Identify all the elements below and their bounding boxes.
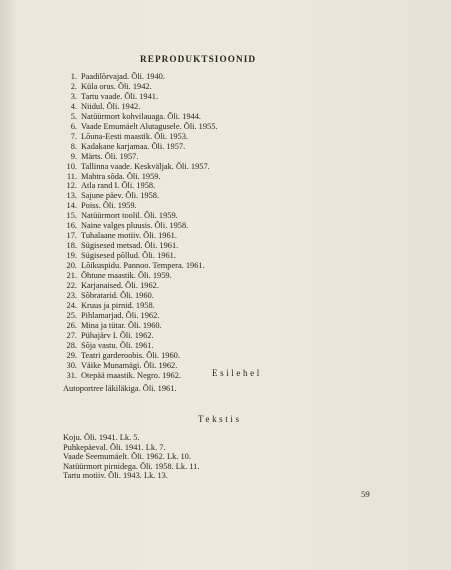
list-item: 23. Sõbratarid. Õli. 1960. [66, 290, 154, 300]
list-item: 20. Lõikuspidu. Pannoo. Tempera. 1961. [66, 261, 205, 271]
list-item: 25. Pihlamarjad. Õli. 1962. [66, 310, 160, 320]
list-item: 3. Tartu vaade. Õli. 1941. [70, 91, 159, 101]
frontispiece-entry: Autoportree läkiläkiga. Õli. 1961. [63, 384, 177, 393]
list-item: 29. Teatri garderoobis. Õli. 1960. [66, 350, 180, 360]
page-number: 59 [361, 489, 370, 499]
list-item: Tartu motiiv. Õli. 1943. Lk. 13. [63, 471, 168, 480]
list-item: 2. Küla orus. Õli. 1942. [70, 81, 152, 91]
list-item: Puhkepäeval. Õli. 1941. Lk. 7. [63, 442, 166, 452]
list-item: 12. Atla rand I. Õli. 1958. [66, 181, 156, 191]
list-item: 14. Poiss. Õli. 1959. [66, 201, 137, 211]
list-item: 22. Karjanaised. Õli. 1962. [66, 281, 159, 291]
list-item: 18. Sügisesed metsad. Õli. 1961. [66, 241, 179, 251]
list-item: Vaade Seemumäelt. Õli. 1962. Lk. 10. [63, 452, 191, 461]
list-item: 19. Sügisesed põllud. Õli. 1961. [66, 251, 176, 261]
list-item: 9. Märts. Õli. 1957. [70, 151, 139, 161]
list-item: 16. Naine valges pluusis. Õli. 1958. [66, 221, 189, 231]
list-item: 24. Kruus ja pirnid. 1958. [66, 300, 155, 310]
list-item: 27. Pühajärv I. Õli. 1962. [66, 330, 154, 340]
list-item: 5. Natüürmort kohvilauaga. Õli. 1944. [70, 111, 202, 121]
list-item: 15. Natüürmort toolil. Õli. 1959. [66, 211, 178, 221]
list-item: 31. Otepää maastik. Negro. 1962. [66, 370, 182, 380]
list-item: 7. Lõuna-Eesti maastik. Õli. 1953. [70, 131, 188, 141]
list-item: 26. Mina ja tütar. Õli. 1960. [66, 320, 162, 330]
list-item: 8. Kadakane karjamaa. Õli. 1957. [70, 141, 186, 151]
list-item: 11. Mahtra sõda. Õli. 1959. [66, 171, 161, 181]
list-item: 6. Vaade Emumäelt Alutagusele. Õli. 1955. [70, 121, 218, 131]
list-item: Koju. Õli. 1941. Lk. 5. [63, 433, 140, 442]
list-item: 30. Väike Munamägi. Õli. 1962. [66, 360, 178, 370]
reproductions-list [60, 72, 218, 381]
list-item: 17. Tuhalaane motiiv. Õli. 1961. [66, 231, 177, 241]
list-item: 4. Niidul. Õli. 1942. [70, 101, 141, 111]
text-illustrations-list [63, 433, 199, 481]
list-item: 1. Paadilõrvajad. Õli. 1940. [70, 72, 165, 81]
list-item: 10. Tallinna vaade. Keskväljak. Õli. 1957. [66, 161, 210, 171]
list-item: Natüürmort pirnidega. Õli. 1958. Lk. 11. [63, 461, 200, 471]
section-heading-reproductions: REPRODUKTSIOONID [140, 54, 257, 64]
section-heading-text: Tekstis [198, 414, 242, 424]
list-item: 13. Sajune päev. Õli. 1958. [66, 191, 160, 201]
list-item: 21. Õhtune maastik. Õli. 1959. [66, 271, 172, 281]
section-heading-frontispiece: Esilehel [212, 368, 262, 378]
list-item: 28. Sõja vastu. Õli. 1961. [66, 340, 154, 350]
